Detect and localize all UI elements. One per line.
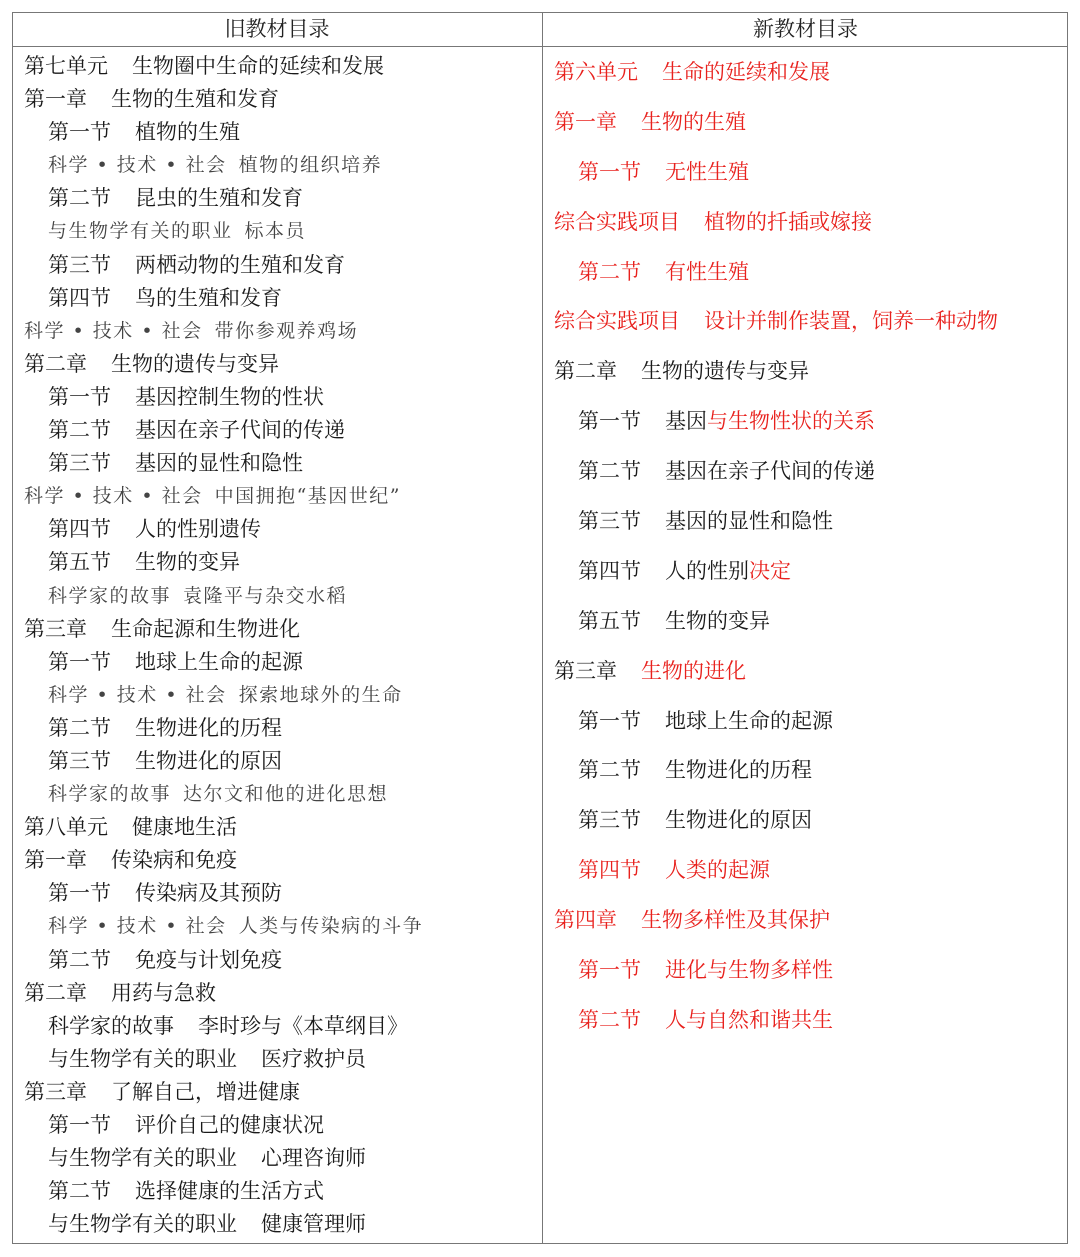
old-toc-entry [24, 778, 423, 811]
new-toc-entry-title: 生物进化的历程 [665, 758, 812, 783]
old-toc-entry-title: 两栖动物的生殖和发育 [135, 252, 345, 277]
new-toc-entry-changed-text: 生物的进化 [641, 658, 746, 683]
old-toc-entry-title: 健康管理师 [261, 1212, 366, 1237]
old-toc-entry-number: 第二节 [48, 715, 111, 740]
old-toc-entry-title: 基因控制生物的性状 [135, 384, 324, 409]
old-toc-entry-number: 第一节 [48, 881, 111, 906]
new-toc-entry-title: 基因在亲子代间的传递 [665, 459, 875, 484]
new-toc-entry-changed-text: 与生物性状的关系 [707, 409, 875, 434]
new-toc-entry-title: 基因 [665, 409, 707, 434]
old-toc-entry-number: 与生物学有关的职业 [48, 1146, 237, 1171]
new-toc-entry [554, 697, 998, 747]
old-toc-entry [24, 1175, 423, 1208]
new-toc-entry-number: 第二节 [578, 259, 641, 284]
old-toc-entry-title: 李时珍与《本草纲目》 [198, 1013, 408, 1038]
old-toc-entry-title: 昆虫的生殖和发育 [135, 186, 303, 211]
new-toc-entry-number: 综合实践项目 [554, 209, 680, 234]
old-toc-entry-number: 第一章 [24, 848, 87, 873]
new-toc-entry [554, 48, 998, 98]
old-toc-entry-number: 第二节 [48, 186, 111, 211]
old-toc-entry [24, 977, 423, 1010]
old-toc-header: 旧教材目录 [224, 17, 330, 41]
old-toc-entry-title: 心理咨询师 [261, 1146, 366, 1171]
old-toc-entry-number: 科学 • 技术 • 社会 [48, 683, 227, 706]
new-toc-entry-number: 第一章 [554, 109, 617, 134]
old-toc-entry [24, 116, 423, 149]
new-toc-entry [554, 297, 998, 347]
new-toc-entry [554, 98, 998, 148]
new-toc-entry [554, 846, 998, 896]
old-toc-entry-title: 生物的变异 [135, 550, 240, 575]
new-toc-entry-number: 综合实践项目 [554, 309, 680, 334]
old-toc-entry [24, 811, 423, 844]
new-toc-entry-number: 第三节 [578, 808, 641, 833]
old-toc-entry [24, 546, 423, 579]
old-toc-entry [24, 50, 423, 83]
old-toc-entry-title: 中国拥抱“基因世纪” [214, 485, 402, 508]
old-toc-entry [24, 712, 423, 745]
old-toc-entry [24, 910, 423, 943]
old-toc-entry-title: 生物圈中生命的延续和发展 [132, 54, 384, 78]
new-toc-entry-changed-text: 决定 [749, 558, 791, 583]
old-toc-entry-number: 科学家的故事 [48, 584, 172, 607]
old-toc-entry-title: 人的性别遗传 [135, 517, 261, 542]
old-toc-entry [24, 844, 423, 877]
new-toc-entry [554, 946, 998, 996]
old-toc-entry [24, 480, 423, 513]
old-toc-entry-number: 第二章 [24, 351, 87, 376]
old-toc-entry-number: 第三章 [24, 1079, 87, 1104]
old-toc-entry [24, 381, 423, 414]
new-toc-entry [554, 796, 998, 846]
new-toc-header: 新教材目录 [753, 17, 858, 41]
new-toc-entry-title: 人类的起源 [665, 858, 770, 883]
old-toc-entry-number: 科学 • 技术 • 社会 [48, 915, 227, 938]
column-divider [542, 12, 543, 1244]
new-toc-entry-number: 第二节 [578, 459, 641, 484]
old-toc-entry-number: 与生物学有关的职业 [48, 1212, 237, 1237]
old-toc-entry-number: 第二节 [48, 947, 111, 972]
old-toc-entry-title: 生命起源和生物进化 [111, 616, 300, 641]
new-toc-entry-number: 第二章 [554, 359, 617, 384]
old-toc-entry-title: 基因在亲子代间的传递 [135, 418, 345, 443]
new-toc-entry-number: 第四节 [578, 558, 641, 583]
old-toc-entry-title: 用药与急救 [111, 980, 216, 1005]
old-toc-entry-number: 第一节 [48, 384, 111, 409]
old-toc-entry-number: 第三章 [24, 616, 87, 641]
old-toc-entry [24, 149, 423, 182]
new-toc-entry-title: 地球上生命的起源 [665, 708, 833, 733]
old-toc-entry-title: 评价自己的健康状况 [135, 1113, 324, 1137]
old-toc-entry-title: 袁隆平与杂交水稻 [183, 584, 348, 607]
new-toc-entry-title: 生物的生殖 [641, 109, 746, 134]
new-toc-entry-title: 生物的变异 [665, 608, 770, 633]
new-toc-entry [554, 647, 998, 697]
old-toc-entry [24, 182, 423, 215]
new-toc-entry-title: 进化与生物多样性 [665, 958, 833, 983]
new-toc-entry-number: 第一节 [578, 958, 641, 983]
old-toc-entry-title: 传染病及其预防 [135, 881, 282, 906]
old-toc-entry-number: 第一节 [48, 649, 111, 674]
old-toc-entry-number: 第三节 [48, 748, 111, 773]
old-toc-entry [24, 1208, 423, 1241]
old-toc-entry-number: 第八单元 [24, 815, 108, 840]
old-toc-entry-number: 第五节 [48, 550, 111, 575]
new-toc-entry-number: 第一节 [578, 159, 641, 184]
old-toc-entry-number: 第三节 [48, 451, 111, 476]
new-toc-entry [554, 746, 998, 796]
old-toc-list [24, 50, 423, 1241]
old-toc-entry [24, 745, 423, 778]
new-toc-entry [554, 996, 998, 1046]
new-toc-entry [554, 397, 998, 447]
new-toc-entry [554, 447, 998, 497]
old-toc-entry-number: 第三节 [48, 252, 111, 277]
new-toc-entry-title: 设计并制作装置，饲养一种动物 [704, 309, 998, 334]
old-toc-entry-number: 第二章 [24, 980, 87, 1005]
old-toc-entry [24, 613, 423, 646]
old-toc-entry-number: 科学 • 技术 • 社会 [48, 154, 227, 177]
new-toc-entry [554, 347, 998, 397]
new-toc-entry-number: 第一节 [578, 708, 641, 733]
new-toc-entry-title: 基因的显性和隐性 [665, 509, 833, 534]
old-toc-entry [24, 282, 423, 315]
old-toc-entry-title: 基因的显性和隐性 [135, 451, 303, 476]
new-toc-entry-number: 第四节 [578, 858, 641, 883]
old-toc-entry-number: 第四节 [48, 517, 111, 542]
old-toc-entry-title: 鸟的生殖和发育 [135, 285, 282, 310]
new-toc-entry-title: 植物的扦插或嫁接 [704, 209, 872, 234]
old-toc-entry [24, 580, 423, 613]
old-toc-entry-number: 第二节 [48, 418, 111, 443]
new-toc-entry [554, 547, 998, 597]
new-toc-entry-number: 第一节 [578, 409, 641, 434]
new-toc-entry-title: 人的性别 [665, 558, 749, 583]
new-toc-list [554, 48, 998, 1046]
old-toc-entry-number: 科学 • 技术 • 社会 [24, 485, 203, 508]
old-toc-entry [24, 414, 423, 447]
old-toc-entry-title: 生物的遗传与变异 [111, 351, 279, 376]
new-toc-entry-number: 第六单元 [554, 60, 638, 84]
old-toc-entry-number: 第一节 [48, 120, 111, 145]
new-toc-entry [554, 497, 998, 547]
old-toc-entry [24, 83, 423, 116]
new-toc-entry [554, 148, 998, 198]
old-toc-entry-number: 第一节 [48, 1113, 111, 1137]
old-toc-entry-title: 标本员 [244, 220, 307, 243]
old-toc-entry-title: 带你参观养鸡场 [214, 319, 359, 342]
old-toc-entry [24, 1109, 423, 1142]
old-toc-entry [24, 348, 423, 381]
old-toc-entry-number: 第四节 [48, 285, 111, 310]
new-toc-entry [554, 597, 998, 647]
old-toc-entry-title: 生物进化的历程 [135, 715, 282, 740]
old-toc-entry-number: 第一章 [24, 87, 87, 112]
old-toc-entry-title: 传染病和免疫 [111, 848, 237, 873]
new-toc-entry-title: 生物进化的原因 [665, 808, 812, 833]
old-toc-entry-title: 生物的生殖和发育 [111, 87, 279, 112]
old-toc-entry [24, 447, 423, 480]
new-toc-entry-title: 无性生殖 [665, 159, 749, 184]
old-toc-entry [24, 215, 423, 248]
old-toc-entry [24, 679, 423, 712]
old-toc-entry-title: 健康地生活 [132, 815, 237, 840]
old-toc-entry-title: 医疗救护员 [261, 1046, 366, 1071]
old-toc-entry-title: 选择健康的生活方式 [135, 1179, 324, 1204]
old-toc-entry [24, 1043, 423, 1076]
old-toc-entry [24, 1142, 423, 1175]
new-toc-entry-title: 人与自然和谐共生 [665, 1007, 833, 1032]
old-toc-entry-number: 与生物学有关的职业 [48, 220, 233, 243]
old-toc-entry-number: 科学家的故事 [48, 1013, 174, 1038]
old-toc-entry [24, 877, 423, 910]
old-toc-entry [24, 1076, 423, 1109]
old-toc-entry-title: 植物的生殖 [135, 120, 240, 145]
old-toc-entry-number: 第二节 [48, 1179, 111, 1204]
old-toc-entry-title: 达尔文和他的进化思想 [183, 783, 389, 806]
new-toc-entry-title: 生物的遗传与变异 [641, 359, 809, 384]
new-toc-entry-number: 第三节 [578, 509, 641, 534]
old-toc-entry [24, 513, 423, 546]
new-toc-entry-number: 第三章 [554, 658, 617, 683]
old-toc-entry-title: 生物进化的原因 [135, 748, 282, 773]
new-toc-entry-title: 有性生殖 [665, 259, 749, 284]
new-toc-entry-title: 生物多样性及其保护 [641, 908, 830, 933]
old-toc-entry-title: 人类与传染病的斗争 [238, 915, 424, 938]
new-toc-entry [554, 896, 998, 946]
new-toc-entry-number: 第二节 [578, 1007, 641, 1032]
old-toc-entry [24, 249, 423, 282]
new-toc-entry-title: 生命的延续和发展 [662, 60, 830, 84]
new-toc-entry-number: 第二节 [578, 758, 641, 783]
new-toc-entry [554, 198, 998, 248]
new-toc-entry-number: 第四章 [554, 908, 617, 933]
old-toc-entry-number: 第七单元 [24, 54, 108, 78]
old-toc-entry-title: 探索地球外的生命 [238, 683, 403, 706]
old-toc-entry [24, 1010, 423, 1043]
old-toc-entry [24, 944, 423, 977]
old-toc-entry-title: 了解自己，增进健康 [111, 1079, 300, 1104]
old-toc-entry-number: 科学 • 技术 • 社会 [24, 319, 203, 342]
old-toc-entry-title: 免疫与计划免疫 [135, 947, 282, 972]
old-toc-entry-title: 植物的组织培养 [238, 154, 383, 177]
old-toc-entry [24, 646, 423, 679]
header-divider [12, 46, 1068, 47]
old-toc-entry [24, 315, 423, 348]
old-toc-entry-number: 与生物学有关的职业 [48, 1046, 237, 1071]
new-toc-entry-number: 第五节 [578, 608, 641, 633]
old-toc-entry-title: 地球上生命的起源 [135, 649, 303, 674]
new-toc-entry [554, 248, 998, 298]
old-toc-entry-number: 科学家的故事 [48, 783, 172, 806]
